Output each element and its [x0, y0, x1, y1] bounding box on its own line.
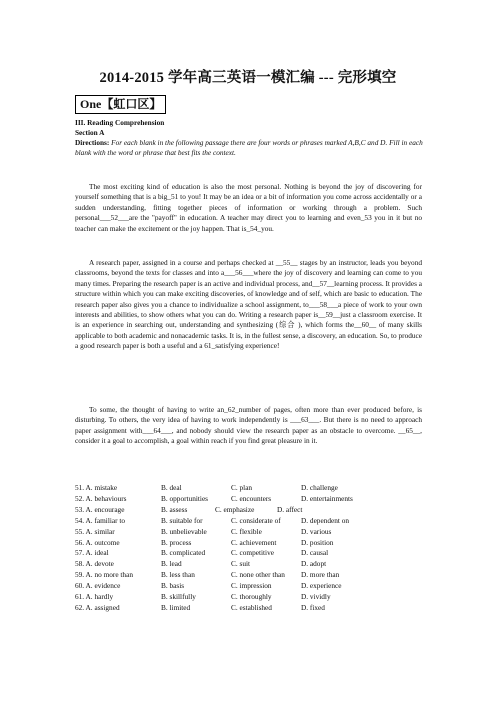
option-a: 56. A. outcome	[75, 537, 120, 547]
paragraph-3	[75, 405, 422, 447]
option-b: B. unbelievable	[161, 526, 207, 536]
option-d: D. position	[301, 537, 334, 547]
option-row-55	[75, 527, 371, 538]
option-row-59	[75, 570, 371, 581]
option-a: 60. A. evidence	[75, 581, 121, 591]
option-c: C. emphasize	[215, 504, 255, 514]
option-b: B. basis	[161, 581, 185, 591]
paragraph-1-text: The most exciting kind of education is also the most personal. Nothing is beyond the joy of discovering for yourself something that is a big_51 to you! It may be an idea or a bit of information you come across accidentally or a sudden understanding, fitting together pieces of information or working through a problem. Such personal___52___are the "payoff" in education. A teacher may direct you to learning and even_53 you in it but no teacher can make the excitement or the joy happen. That is_54_you.	[75, 182, 422, 233]
option-a: 54. A. familiar to	[75, 515, 126, 525]
option-d: D. entertainments	[301, 493, 353, 503]
option-d: D. various	[301, 526, 332, 536]
paragraph-3-text: To some, the thought of having to write an_62_number of pages, often more than ever produced before, is disturbing. To others, the very idea of having to work independently is ___63___. But there is no need to approach paper assignment with___64___, and nobody should view the research paper as an obstacle to overcome. __65__, consider it a goal to accomplish, a goal within reach if you find great pleasure in it.	[75, 405, 422, 446]
part-heading: III. Reading Comprehension	[75, 118, 165, 127]
section-label: One【虹口区】	[75, 95, 166, 114]
option-b: B. complicated	[161, 548, 206, 558]
option-c: C. none other than	[231, 570, 285, 580]
option-row-58	[75, 559, 371, 570]
option-a: 59. A. no more than	[75, 570, 133, 580]
option-b: B. opportunities	[161, 493, 209, 503]
option-b: B. lead	[161, 559, 182, 569]
option-row-62	[75, 603, 371, 614]
option-c: C. established	[231, 602, 272, 612]
option-c: C. impression	[231, 581, 272, 591]
option-c: C. competitive	[231, 548, 274, 558]
paragraph-1	[75, 182, 422, 234]
option-row-57	[75, 548, 371, 559]
option-b: B. process	[161, 537, 192, 547]
option-b: B. limited	[161, 602, 191, 612]
option-a: 51. A. mistake	[75, 483, 118, 492]
option-row-53	[75, 505, 371, 516]
options-list	[75, 483, 371, 614]
option-c: C. suit	[231, 559, 251, 569]
directions-text: For each blank in the following passage there are four words or phrases marked A,B,C and D. Fill in each blank with the word or phrase that best fits the context.	[75, 138, 423, 157]
option-c: C. flexible	[231, 526, 262, 536]
section-heading: Section A	[75, 128, 105, 137]
option-a: 55. A. similar	[75, 526, 115, 536]
option-b: B. suitable for	[161, 515, 203, 525]
option-a: 57. A. ideal	[75, 548, 109, 558]
option-d: D. dependent on	[301, 515, 350, 525]
option-row-54	[75, 516, 371, 527]
option-row-52	[75, 494, 371, 505]
option-d: D. challenge	[301, 483, 338, 492]
directions	[75, 138, 425, 157]
paragraph-2	[75, 258, 422, 352]
option-d: D. fixed	[301, 602, 325, 612]
option-row-56	[75, 538, 371, 549]
option-row-61	[75, 592, 371, 603]
option-d: D. more than	[301, 570, 340, 580]
option-d: D. vividly	[301, 592, 331, 602]
option-c: C. encounters	[231, 493, 272, 503]
option-a: 52. A. behaviours	[75, 493, 127, 503]
option-a: 58. A. devote	[75, 559, 114, 569]
option-d: D. causal	[301, 548, 329, 558]
option-a: 53. A. encourage	[75, 504, 125, 514]
option-d: D. adopt	[301, 559, 327, 569]
option-b: B. less than	[161, 570, 195, 580]
option-row-60	[75, 581, 371, 592]
option-c: C. thoroughly	[231, 592, 272, 602]
option-d: D. experience	[301, 581, 342, 591]
option-b: B. skillfully	[161, 592, 196, 602]
option-d: D. affect	[277, 504, 303, 514]
option-c: C. considerate of	[231, 515, 281, 525]
directions-label: Directions:	[75, 138, 110, 147]
option-c: C. plan	[231, 483, 253, 492]
option-a: 61. A. hardly	[75, 592, 114, 602]
option-a: 62. A. assigned	[75, 602, 120, 612]
page-title: 2014-2015 学年高三英语一模汇编 --- 完形填空	[99, 70, 397, 86]
option-b: B. deal	[161, 483, 182, 492]
option-b: B. assess	[161, 504, 188, 514]
paragraph-2-text: A research paper, assigned in a course and perhaps checked at __55__ stages by an instructor, leads you beyond classrooms, beyond the texts for classes and into a___56___where the joy of discovery and learning can come to you many times. Preparing the research paper is an active and individual process, and__57__learning process. It provides a structure within which you can make exciting discoveries, of knowledge and of self, which are basic to education. The research paper also gives you a chance to individualize a school assignment, to___58___a piece of work to your own interests and abilities, to show others what you can do. Writing a research paper is__59__just a classroom exercise. It is an experience in searching out, understanding and synthesizing (综合 ), which forms the__60__ of many skills applicable to both academic and nonacademic tasks. It is, in the fullest sense, a discovery, an education. So, to produce a good research paper is both a useful and a 61_satisfying experience!	[75, 258, 422, 351]
option-c: C. achievement	[231, 537, 277, 547]
option-row-51	[75, 483, 371, 494]
